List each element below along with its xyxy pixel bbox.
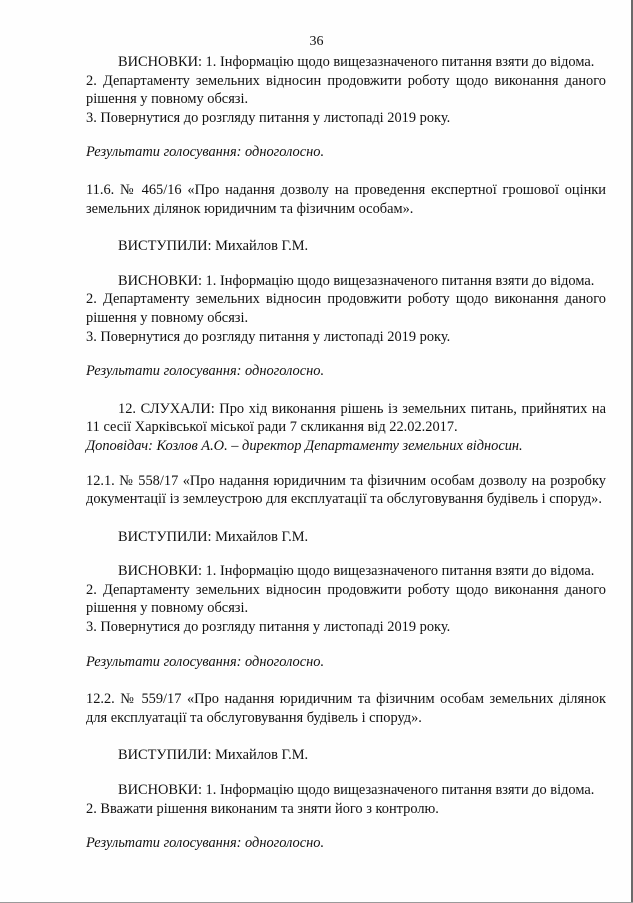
conclusions-paragraph: ВИСНОВКИ: 1. Інформацію щодо вищезазначеного питання взяти до відома. [118, 54, 595, 70]
conclusions-paragraph: ВИСНОВКИ: 1. Інформацію щодо вищезазначеного питання взяти до відома. [118, 563, 595, 580]
conclusion-item: 2. Департаменту земельних відносин продовжити роботу щодо виконання даного рішення у повному обсязі. [86, 291, 606, 326]
agenda-item-11-6: 11.6. № 465/16 «Про надання дозволу на проведення експертної грошової оцінки земельних ділянок юридичним та фізичним особам». [86, 181, 606, 217]
conclusions-paragraph: ВИСНОВКИ: 1. Інформацію щодо вищезазначеного питання взяти до відома. [118, 272, 595, 289]
voting-result: Результати голосування: одноголосно. [86, 835, 325, 852]
voting-result: Результати голосування: одноголосно. [86, 653, 325, 670]
speakers-paragraph: ВИСТУПИЛИ: Михайлов Г.М. [118, 238, 309, 255]
conclusion-item: 3. Повернутися до розгляду питання у листопаді 2019 року. [86, 109, 451, 126]
conclusion-item: 2. Вважати рішення виконаним та зняти його з контролю. [86, 800, 439, 817]
conclusions-paragraph: ВИСНОВКИ: 1. Інформацію щодо вищезазначеного питання взяти до відома. [118, 782, 595, 799]
page-number: 36 [309, 34, 324, 49]
conclusion-item: 3. Повернутися до розгляду питання у листопаді 2019 року. [86, 328, 451, 345]
speakers-paragraph: ВИСТУПИЛИ: Михайлов Г.М. [118, 528, 309, 545]
conclusion-item: 2. Департаменту земельних відносин продовжити роботу щодо виконання даного рішення у повному обсязі. [86, 72, 606, 108]
agenda-item-12-2: 12.2. № 559/17 «Про надання юридичним та фізичним особам земельних ділянок для експлуатації та обслуговування будівель і споруд». [86, 691, 606, 726]
agenda-item-12-1: 12.1. № 558/17 «Про надання юридичним та фізичним особам дозволу на розробку документації із землеустрою для експлуатації та обслуговування будівель і споруд». [86, 472, 606, 508]
conclusion-item: 3. Повернутися до розгляду питання у листопаді 2019 року. [86, 619, 451, 636]
conclusion-item: 2. Департаменту земельних відносин продовжити роботу щодо виконання даного рішення у повному обсязі. [86, 581, 606, 617]
voting-result: Результати голосування: одноголосно. [86, 144, 325, 161]
speakers-paragraph: ВИСТУПИЛИ: Михайлов Г.М. [118, 747, 309, 764]
heard-paragraph-12: 12. СЛУХАЛИ: Про хід виконання рішень із земельних питань, прийнятих на 11 сесії Харківської міської ради 7 скликання від 22.02.2017. [86, 400, 606, 436]
speaker-reporter: Доповідач: Козлов А.О. – директор Департаменту земельних відносин. [86, 437, 523, 454]
voting-result: Результати голосування: одноголосно. [86, 363, 325, 380]
document-body [86, 53, 606, 853]
